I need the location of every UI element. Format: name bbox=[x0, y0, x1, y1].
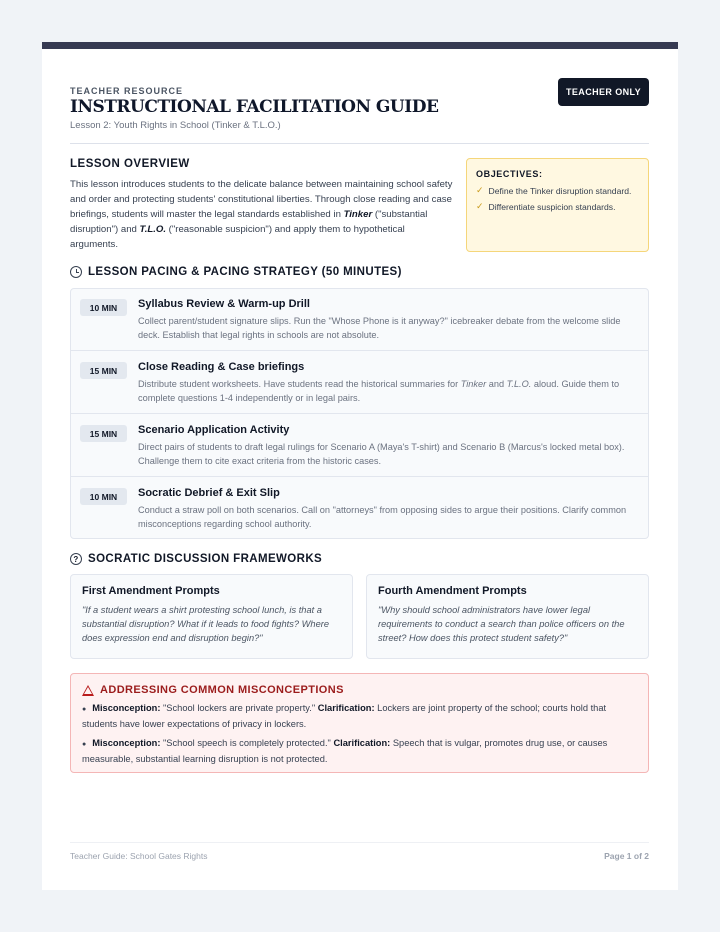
question-circle-icon: ? bbox=[70, 553, 82, 565]
objective-item: ✓ Define the Tinker disruption standard. bbox=[476, 185, 632, 196]
discussion-card-title: Fourth Amendment Prompts bbox=[378, 585, 527, 597]
time-badge: 10 MIN bbox=[80, 299, 127, 316]
pacing-row-title: Syllabus Review & Warm-up Drill bbox=[138, 298, 310, 310]
misconceptions-box bbox=[70, 673, 649, 773]
pacing-row-title: Socratic Debrief & Exit Slip bbox=[138, 487, 280, 499]
teacher-only-badge: TEACHER ONLY bbox=[558, 78, 649, 106]
objectives-box bbox=[466, 158, 649, 252]
page-subtitle: Lesson 2: Youth Rights in School (Tinker & T.L.O.) bbox=[70, 120, 281, 131]
footer-divider bbox=[70, 842, 649, 843]
page-title: INSTRUCTIONAL FACILITATION GUIDE bbox=[70, 97, 439, 117]
pacing-table bbox=[70, 288, 649, 539]
footer-title: Teacher Guide: School Gates Rights bbox=[70, 851, 208, 861]
discussion-card-first-amendment bbox=[70, 574, 353, 659]
case-name-tlo: T.L.O. bbox=[139, 224, 167, 235]
pacing-row-title: Close Reading & Case briefings bbox=[138, 361, 305, 373]
check-icon: ✓ bbox=[476, 201, 484, 211]
objectives-title: OBJECTIVES: bbox=[476, 169, 543, 179]
pacing-row-desc: Distribute student worksheets. Have students read the historical summaries for Tinker and T.L.O. aloud. Guide them to complete questions 1-4 independently or in legal pairs. bbox=[138, 379, 620, 403]
pacing-row bbox=[71, 415, 648, 477]
warning-icon bbox=[82, 685, 94, 696]
page-number: Page 1 of 2 bbox=[604, 851, 649, 861]
eyebrow-label: TEACHER RESOURCE bbox=[70, 86, 184, 96]
pacing-heading: LESSON PACING & PACING STRATEGY (50 MINUTES) bbox=[70, 266, 402, 278]
overview-text: This lesson introduces students to the delicate balance between maintaining school safety and order and protecting students' constitutional liberties. Through close reading and case briefings, students will master the legal standards established in Tinker ("substantial disruption") and T.L.O. ("reasonable suspicion") and apply them to hypothetical arguments. bbox=[70, 179, 453, 250]
time-badge: 15 MIN bbox=[80, 425, 127, 442]
pacing-row-desc: Collect parent/student signature slips. Run the "Whose Phone is it anyway?" icebreaker debate from the welcome slide deck. Establish that legal rights in schools are not absolute. bbox=[138, 316, 621, 340]
discussion-card-fourth-amendment bbox=[366, 574, 649, 659]
objective-item: ✓ Differentiate suspicion standards. bbox=[476, 201, 616, 212]
misconceptions-heading: ADDRESSING COMMON MISCONCEPTIONS bbox=[82, 684, 637, 696]
discussion-card-title: First Amendment Prompts bbox=[82, 585, 220, 597]
discussion-card-text: "If a student wears a shirt protesting school lunch, is that a substantial disruption? What if it leads to food fights? Where does expression end and disruption begin?" bbox=[82, 605, 330, 643]
overview-heading: LESSON OVERVIEW bbox=[70, 158, 190, 170]
discussion-heading: ? SOCRATIC DISCUSSION FRAMEWORKS bbox=[70, 553, 322, 565]
discussion-card-text: "Why should school administrators have lower legal requirements to conduct a search than police officers on the street? How does this protect student safety?" bbox=[378, 605, 625, 643]
pacing-row-desc: Direct pairs of students to draft legal rulings for Scenario A (Maya's T-shirt) and Scenario B (Marcus's locked metal box). Challenge them to cite exact criteria from the historic cases. bbox=[138, 442, 625, 466]
header-divider bbox=[70, 143, 649, 144]
pacing-row bbox=[71, 289, 648, 351]
clock-icon bbox=[70, 266, 82, 278]
pacing-row bbox=[71, 478, 648, 540]
misconception-item: ● Misconception: "School lockers are private property." Clarification: Lockers are joint property of the school; courts hold that students have lower expectations of privacy in lockers. bbox=[82, 703, 607, 729]
check-icon: ✓ bbox=[476, 185, 484, 195]
misconception-item: ● Misconception: "School speech is completely protected." Clarification: Speech that is vulgar, promotes drug use, or causes measurable, substantial learning disruption is not protected. bbox=[82, 738, 608, 764]
pacing-row-desc: Conduct a straw poll on both scenarios. Call on "attorneys" from opposing sides to argue their positions. Clarify common misconceptions regarding school authority. bbox=[138, 505, 627, 529]
pacing-row-title: Scenario Application Activity bbox=[138, 424, 290, 436]
pacing-row bbox=[71, 352, 648, 414]
top-accent-bar bbox=[42, 42, 678, 49]
document-page bbox=[42, 42, 678, 890]
case-name-tinker: Tinker bbox=[343, 209, 373, 220]
time-badge: 10 MIN bbox=[80, 488, 127, 505]
time-badge: 15 MIN bbox=[80, 362, 127, 379]
